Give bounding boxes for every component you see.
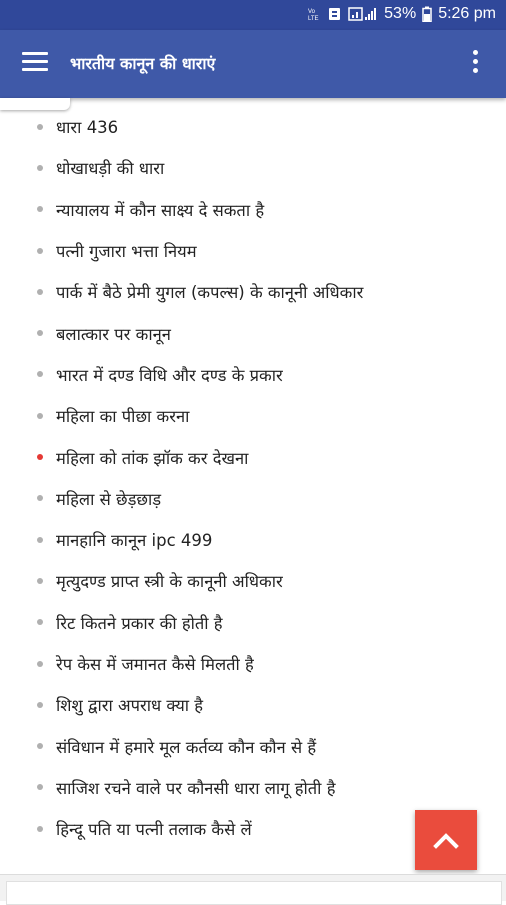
bullet-icon [37, 826, 43, 832]
list-item[interactable] [0, 230, 506, 271]
list-item[interactable] [0, 147, 506, 188]
list-item[interactable] [0, 354, 506, 395]
list-item-label: न्यायालय में कौन साक्ष्य दे सकता है [56, 200, 265, 220]
bottom-card [6, 881, 502, 905]
list-item-label: पत्नी गुजारा भत्ता नियम [56, 242, 197, 262]
list-item[interactable] [0, 312, 506, 353]
svg-text:LTE: LTE [308, 16, 319, 22]
list-item[interactable] [0, 643, 506, 684]
status-bar [0, 0, 506, 30]
signal-icon [348, 6, 378, 22]
list-item[interactable] [0, 106, 506, 147]
list-item-label: शिशु द्वारा अपराध क्या है [56, 696, 204, 716]
bullet-icon [37, 661, 43, 667]
battery-icon [422, 6, 432, 22]
list-item[interactable] [0, 519, 506, 560]
app-title: भारतीय कानून की धाराएं [70, 54, 216, 73]
scroll-to-top-button[interactable] [415, 810, 477, 870]
list-item-label: मृत्युदण्ड प्राप्त स्त्री के कानूनी अधिकार [56, 572, 283, 592]
bullet-icon [37, 248, 43, 254]
law-topic-list [0, 106, 506, 849]
list-item-active[interactable] [0, 436, 506, 477]
status-icons [308, 5, 496, 23]
list-item[interactable] [0, 271, 506, 312]
list-item-label: धोखाधड़ी की धारा [56, 159, 165, 179]
list-item-label: महिला का पीछा करना [56, 407, 190, 427]
bullet-icon [37, 371, 43, 377]
list-item-label: भारत में दण्ड विधि और दण्ड के प्रकार [56, 365, 283, 385]
list-item[interactable] [0, 767, 506, 808]
list-item-label: महिला को तांक झॉक कर देखना [56, 448, 249, 468]
list-item[interactable] [0, 602, 506, 643]
list-item-label: साजिश रचने वाले पर कौनसी धारा लागू होती है [56, 778, 336, 798]
list-item-label: रिट कितने प्रकार की होती है [56, 613, 223, 633]
list-item-label: बलात्कार पर कानून [56, 324, 171, 344]
bullet-icon [37, 413, 43, 419]
volte-icon [308, 6, 322, 22]
bullet-icon [37, 165, 43, 171]
svg-text:Vo: Vo [308, 9, 316, 15]
bullet-icon [37, 206, 43, 212]
battery-percent: 53% [384, 5, 417, 22]
list-item[interactable] [0, 395, 506, 436]
bullet-icon [37, 743, 43, 749]
bullet-icon [37, 537, 43, 543]
list-item[interactable] [0, 560, 506, 601]
status-time: 5:26 pm [438, 5, 496, 22]
list-item[interactable] [0, 478, 506, 519]
active-bullet-icon [37, 454, 43, 460]
list-item-label: हिन्दू पति या पत्नी तलाक कैसे लें [56, 820, 252, 840]
list-item[interactable] [0, 684, 506, 725]
hamburger-menu-icon[interactable] [22, 52, 48, 76]
list-item-label: पार्क में बैठे प्रेमी युगल (कपल्स) के कानूनी अधिकार [56, 283, 364, 303]
list-item-label: रेप केस में जमानत कैसे मिलती है [56, 655, 254, 674]
bullet-icon [37, 619, 43, 625]
list-item-label: संविधान में हमारे मूल कर्तव्य कौन कौन से हैं [56, 737, 317, 757]
list-item[interactable] [0, 725, 506, 766]
list-item-label: मानहानि कानून ipc 499 [56, 531, 213, 551]
list-item-label: महिला से छेड़छाड़ [56, 489, 162, 509]
bullet-icon [37, 578, 43, 584]
more-vert-icon[interactable] [472, 50, 480, 78]
list-item[interactable] [0, 189, 506, 230]
chevron-up-icon [433, 831, 459, 849]
bullet-icon [37, 702, 43, 708]
bullet-icon [37, 495, 43, 501]
bottom-panel [0, 874, 506, 901]
list-item-label: धारा 436 [56, 118, 119, 138]
bullet-icon [37, 330, 43, 336]
notification-icon [328, 6, 342, 22]
app-bar [0, 30, 506, 98]
bullet-icon [37, 124, 43, 130]
bullet-icon [37, 289, 43, 295]
bullet-icon [37, 784, 43, 790]
